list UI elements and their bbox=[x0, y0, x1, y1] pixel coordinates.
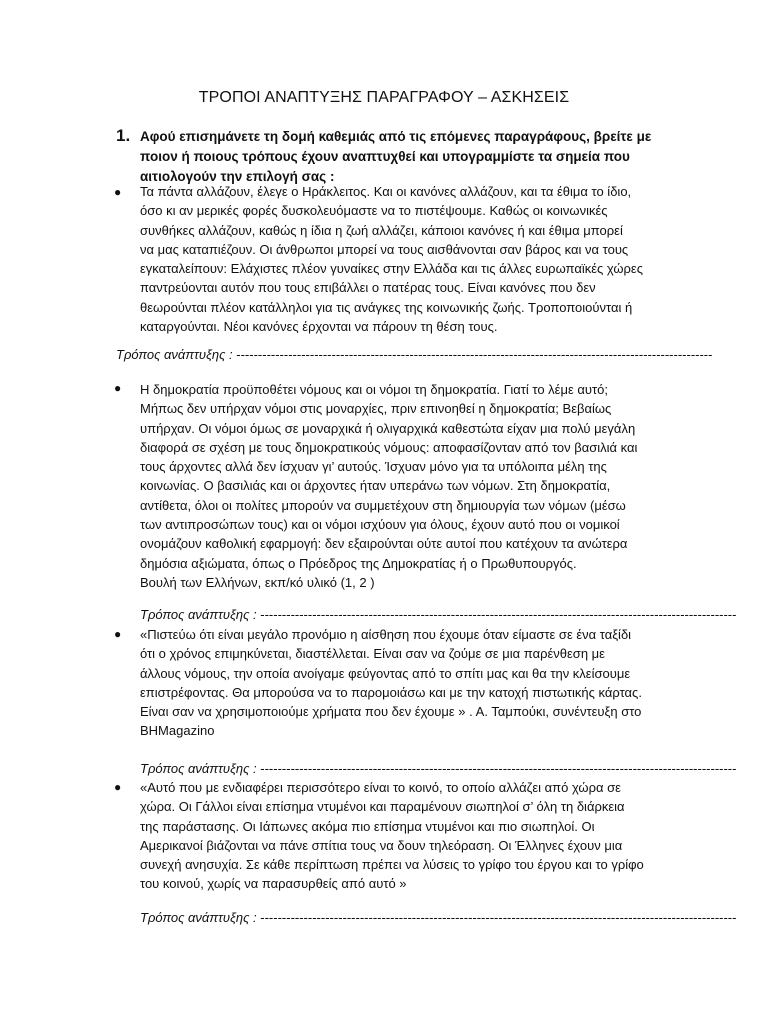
paragraph-line: του κοινού, χωρίς να παρασυρθείς από αυτό » bbox=[140, 876, 407, 892]
bullet-icon: ● bbox=[114, 627, 122, 641]
paragraph-line: καταργούνται. Νέοι κανόνες έρχονται να πάρουν τη θέση τους. bbox=[140, 319, 498, 335]
method-dashes: -------------------------------------------------------------------------------------------------------------- bbox=[260, 910, 737, 925]
method-label: Τρόπος ανάπτυξης : bbox=[140, 607, 257, 622]
paragraph-line: BHMagazino bbox=[140, 723, 215, 739]
paragraph-line: Η δημοκρατία προϋποθέτει νόμους και οι νόμοι τη δημοκρατία. Γιατί το λέμε αυτό; bbox=[140, 382, 608, 397]
method-label: Τρόπος ανάπτυξης : bbox=[140, 910, 257, 925]
paragraph-line: δημόσια αξιώματα, όπως ο Πρόεδρος της Δημοκρατίας ή ο Πρωθυπουργός. bbox=[140, 555, 577, 571]
bullet-icon: ● bbox=[114, 381, 122, 395]
paragraph-line: χώρα. Οι Γάλλοι είναι επίσημα ντυμένοι και παραμένουν σιωπηλοί σ’ όλη τη διάρκεια bbox=[140, 799, 625, 815]
paragraph-line: άλλους νόμους, την οποία ανοίγαμε φεύγοντας από το σπίτι μας και θα την κλείσουμε bbox=[140, 665, 631, 681]
method-label: Τρόπος ανάπτυξης : bbox=[140, 761, 257, 776]
paragraph-line: ότι ο χρόνος επιμηκύνεται, διαστέλλεται. Είναι σαν να ζούμε σε μια παρένθεση με bbox=[140, 646, 605, 662]
paragraph-line: «Αυτό που με ενδιαφέρει περισσότερο είναι το κοινό, το οποίο αλλάζει από χώρα σε bbox=[140, 780, 621, 795]
question-line: ποιον ή ποιους τρόπους έχουν αναπτυχθεί και υπογραμμίστε τα σημεία που bbox=[140, 149, 630, 164]
paragraph-line: της παράστασης. Οι Ιάπωνες ακόμα πιο επίσημα ντυμένοι και πιο σιωπηλοί. Οι bbox=[140, 818, 595, 834]
method-line-1 bbox=[116, 345, 713, 364]
paragraph-line: των αντιπροσώπων τους) και οι νόμοι ισχύουν για όλους, έχουν αυτό που οι νομικοί bbox=[140, 517, 620, 533]
bullet-icon: ● bbox=[114, 185, 122, 199]
question-line: αιτιολογούν την επιλογή σας : bbox=[140, 169, 335, 184]
paragraph-line: «Πιστεύω ότι είναι μεγάλο προνόμιο η αίσθηση που έχουμε όταν είμαστε σε ένα ταξίδι bbox=[140, 627, 632, 642]
method-label: Τρόπος ανάπτυξης : bbox=[116, 347, 233, 362]
paragraph-line: παντρεύονται αυτόν που τους επιβάλλει ο πατέρας τους. Είναι κανόνες που δεν bbox=[140, 280, 596, 296]
method-line-3 bbox=[140, 759, 737, 778]
paragraph-line: Είναι σαν να χρησιμοποιούμε χρήματα που δεν έχουμε » . Α. Ταμπούκι, συνέντευξη στο bbox=[140, 704, 642, 720]
paragraph-line: κοινωνίας. Ο βασιλιάς και οι άρχοντες ήταν υπεράνω των νόμων. Στη δημοκρατία, bbox=[140, 478, 611, 494]
bullet-icon: ● bbox=[114, 780, 122, 794]
paragraph-line: θεωρούνται πλέον κατάλληλοι για τις ανάγκες της κοινωνικής ζωής. Τροποποιούνται ή bbox=[140, 299, 633, 315]
paragraph-line: τους άρχοντες αλλά δεν ίσχυαν γι’ αυτούς. Ίσχυαν μόνο για τα υπόλοιπα μέλη της bbox=[140, 459, 607, 475]
question-text bbox=[140, 127, 665, 187]
paragraph-line: Τα πάντα αλλάζουν, έλεγε ο Ηράκλειτος. Και οι κανόνες αλλάζουν, και τα έθιμα το ίδιο, bbox=[140, 184, 632, 199]
paragraph-line: συνθήκες αλλάζουν, καθώς η ίδια η ζωή αλλάζει, κάποιοι κανόνες ή και έθιμα μπορεί bbox=[140, 222, 623, 238]
paragraph-1 bbox=[140, 182, 665, 336]
question-number: 1. bbox=[116, 126, 131, 145]
paragraph-2 bbox=[140, 380, 665, 592]
paragraph-line: επιστρέφοντας. Θα μπορούσα να το παρομοιάσω και με την κατοχή πιστωτικής κάρτας. bbox=[140, 684, 642, 700]
paragraph-3 bbox=[140, 625, 665, 741]
method-dashes: -------------------------------------------------------------------------------------------------------------- bbox=[236, 347, 713, 362]
method-line-2 bbox=[140, 605, 737, 624]
paragraph-line: ονομάζουν καθολική εφαρμογή: δεν εξαιρούνται ούτε αυτοί που κατέχουν τα ανώτερα bbox=[140, 536, 628, 552]
paragraph-line: Μήπως δεν υπήρχαν νόμοι στις μοναρχίες, πριν επινοηθεί η δημοκρατία; Βεβαίως bbox=[140, 401, 612, 417]
paragraph-line: αντίθετα, όλοι οι πολίτες μπορούν να συμμετέχουν στη δημιουργία των νόμων (μέσω bbox=[140, 497, 626, 513]
method-line-4 bbox=[140, 908, 737, 927]
paragraph-line: εγκαταλείπουν: Ελάχιστες πλέον γυναίκες στην Ελλάδα και τις άλλες ευρωπαϊκές χώρες bbox=[140, 261, 643, 277]
page-title: ΤΡΟΠΟΙ ΑΝΑΠΤΥΞΗΣ ΠΑΡΑΓΡΑΦΟΥ – ΑΣΚΗΣΕΙΣ bbox=[198, 89, 570, 106]
paragraph-line: υπήρχαν. Οι νόμοι όμως σε μοναρχικά ή ολιγαρχικά καθεστώτα είχαν μια πολύ μεγάλη bbox=[140, 420, 636, 436]
paragraph-4 bbox=[140, 778, 665, 894]
paragraph-line: Βουλή των Ελλήνων, εκπ/κό υλικό (1, 2 ) bbox=[140, 574, 375, 590]
paragraph-line: όσο κι αν μερικές φορές δυσκολευόμαστε να το πιστέψουμε. Καθώς οι κοινωνικές bbox=[140, 203, 608, 219]
paragraph-line: διαφορά σε σχέση με τους δημοκρατικούς νόμους: αποφασίζονταν από τον βασιλιά και bbox=[140, 439, 638, 455]
paragraph-line: να μας καταπιέζουν. Οι άνθρωποι μπορεί να τους αισθάνονται σαν βάρος και να τους bbox=[140, 241, 629, 257]
paragraph-line: Αμερικανοί βιάζονται να πάνε σπίτια τους να δουν τηλεόραση. Οι Έλληνες έχουν μια bbox=[140, 837, 623, 853]
paragraph-line: συνεχή ανησυχία. Σε κάθε περίπτωση πρέπει να λύσεις το γρίφο του έργου και το γρίφο bbox=[140, 857, 644, 873]
method-dashes: -------------------------------------------------------------------------------------------------------------- bbox=[260, 607, 737, 622]
question-line: Αφού επισημάνετε τη δομή καθεμιάς από τις επόμενες παραγράφους, βρείτε με bbox=[140, 129, 652, 144]
method-dashes: -------------------------------------------------------------------------------------------------------------- bbox=[260, 761, 737, 776]
